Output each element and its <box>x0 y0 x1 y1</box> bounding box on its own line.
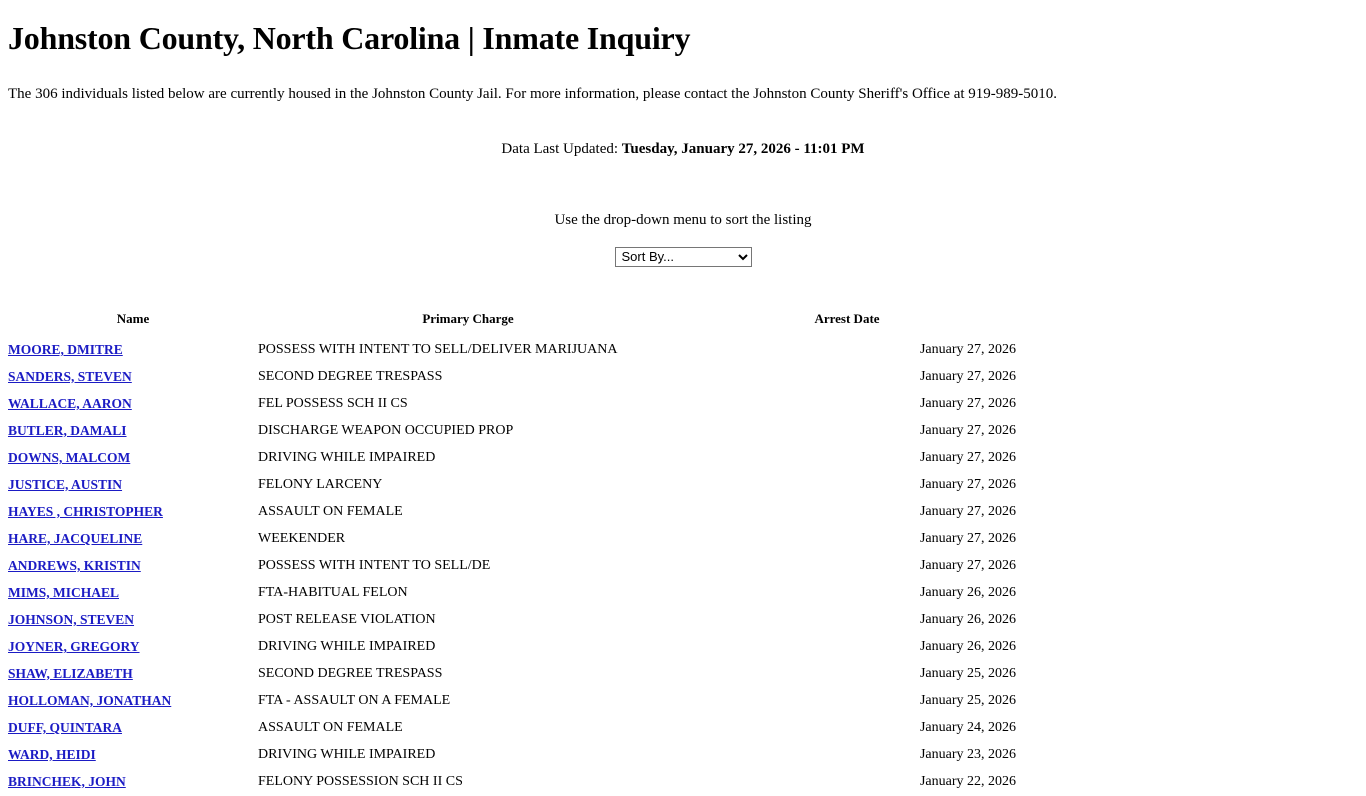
cell-arrest-date: January 27, 2026 <box>919 504 1016 520</box>
cell-arrest-date: January 27, 2026 <box>919 396 1016 412</box>
cell-arrest-date: January 26, 2026 <box>919 585 1016 601</box>
cell-inmate-name <box>8 526 258 553</box>
table-row <box>8 553 1016 580</box>
cell-arrest-date: January 27, 2026 <box>919 531 1016 547</box>
table-row <box>8 742 1016 769</box>
cell-arrest-date: January 27, 2026 <box>919 423 1016 439</box>
cell-inmate-name <box>8 688 258 715</box>
table-row <box>8 580 1016 607</box>
inmate-detail-link[interactable]: ANDREWS, KRISTIN <box>8 557 141 573</box>
cell-primary-charge: FELONY LARCENY <box>258 477 383 493</box>
table-row <box>8 688 1016 715</box>
table-row <box>8 445 1016 472</box>
table-row <box>8 634 1016 661</box>
cell-inmate-name <box>8 715 258 742</box>
cell-inmate-name <box>8 769 258 796</box>
table-row <box>8 661 1016 688</box>
table-row <box>8 418 1016 445</box>
inmate-detail-link[interactable]: BUTLER, DAMALI <box>8 422 127 438</box>
cell-primary-charge: ASSAULT ON FEMALE <box>258 720 403 736</box>
cell-inmate-name <box>8 607 258 634</box>
inmate-detail-link[interactable]: DOWNS, MALCOM <box>8 449 131 465</box>
cell-primary-charge: WEEKENDER <box>258 531 346 547</box>
cell-primary-charge: DRIVING WHILE IMPAIRED <box>258 747 436 763</box>
inmate-table-header <box>8 311 1016 337</box>
sort-instructions: Use the drop-down menu to sort the listing <box>554 211 812 228</box>
cell-arrest-date: January 27, 2026 <box>919 369 1016 385</box>
inmate-detail-link[interactable]: WALLACE, AARON <box>8 395 132 411</box>
cell-inmate-name <box>8 661 258 688</box>
cell-arrest-date: January 27, 2026 <box>919 558 1016 574</box>
cell-primary-charge: FTA-HABITUAL FELON <box>258 585 408 601</box>
cell-arrest-date: January 23, 2026 <box>919 747 1016 763</box>
cell-arrest-date: January 22, 2026 <box>919 774 1016 790</box>
inmate-table <box>8 311 1016 796</box>
inmate-detail-link[interactable]: MIMS, MICHAEL <box>8 584 119 600</box>
inmate-detail-link[interactable]: SHAW, ELIZABETH <box>8 665 133 681</box>
inmate-detail-link[interactable]: WARD, HEIDI <box>8 746 96 762</box>
cell-primary-charge: SECOND DEGREE TRESPASS <box>258 666 443 682</box>
cell-primary-charge: DRIVING WHILE IMPAIRED <box>258 450 436 466</box>
cell-arrest-date: January 27, 2026 <box>919 477 1016 493</box>
cell-inmate-name <box>8 634 258 661</box>
column-header-name: Name <box>116 310 150 326</box>
cell-primary-charge: POSSESS WITH INTENT TO SELL/DE <box>258 558 491 574</box>
table-row <box>8 715 1016 742</box>
inmate-detail-link[interactable]: HAYES , CHRISTOPHER <box>8 503 163 519</box>
cell-primary-charge: SECOND DEGREE TRESPASS <box>258 369 443 385</box>
cell-inmate-name <box>8 364 258 391</box>
last-updated-line <box>8 141 1358 158</box>
inmate-detail-link[interactable]: SANDERS, STEVEN <box>8 368 132 384</box>
cell-inmate-name <box>8 391 258 418</box>
table-row <box>8 526 1016 553</box>
table-row <box>8 499 1016 526</box>
cell-inmate-name <box>8 553 258 580</box>
cell-primary-charge: POSSESS WITH INTENT TO SELL/DELIVER MARIJUANA <box>258 342 618 358</box>
page-title: Johnston County, North Carolina | Inmate Inquiry <box>8 20 691 56</box>
cell-primary-charge: DRIVING WHILE IMPAIRED <box>258 639 436 655</box>
column-header-arrest-date: Arrest Date <box>814 310 880 326</box>
inmate-detail-link[interactable]: DUFF, QUINTARA <box>8 719 123 735</box>
last-updated-value: Tuesday, January 27, 2026 - 11:01 PM <box>621 140 865 157</box>
table-row <box>8 472 1016 499</box>
cell-inmate-name <box>8 472 258 499</box>
cell-primary-charge: POST RELEASE VIOLATION <box>258 612 436 628</box>
table-row <box>8 607 1016 634</box>
table-row <box>8 364 1016 391</box>
inmate-table-body <box>8 337 1016 796</box>
cell-arrest-date: January 25, 2026 <box>919 666 1016 682</box>
inmate-detail-link[interactable]: JOYNER, GREGORY <box>8 638 140 654</box>
intro-paragraph: The 306 individuals listed below are currently housed in the Johnston County Jail. For more information, please contact the Johnston County Sheriff's Office at 919-989-5010. <box>8 85 1058 102</box>
inmate-detail-link[interactable]: HOLLOMAN, JONATHAN <box>8 692 172 708</box>
table-row <box>8 337 1016 364</box>
cell-arrest-date: January 26, 2026 <box>919 612 1016 628</box>
cell-arrest-date: January 24, 2026 <box>919 720 1016 736</box>
last-updated-label: Data Last Updated: <box>501 140 619 157</box>
cell-primary-charge: FELONY POSSESSION SCH II CS <box>258 774 463 790</box>
cell-primary-charge: FTA - ASSAULT ON A FEMALE <box>258 693 451 709</box>
cell-arrest-date: January 27, 2026 <box>919 450 1016 466</box>
inmate-detail-link[interactable]: HARE, JACQUELINE <box>8 530 143 546</box>
table-row <box>8 769 1016 796</box>
column-header-primary-charge: Primary Charge <box>422 310 514 326</box>
cell-primary-charge: FEL POSSESS SCH II CS <box>258 396 408 412</box>
inmate-detail-link[interactable]: JUSTICE, AUSTIN <box>8 476 123 492</box>
table-header-row <box>8 311 1016 337</box>
cell-inmate-name <box>8 445 258 472</box>
sort-section <box>8 212 1358 267</box>
cell-inmate-name <box>8 337 258 364</box>
inmate-detail-link[interactable]: JOHNSON, STEVEN <box>8 611 135 627</box>
cell-arrest-date: January 25, 2026 <box>919 693 1016 709</box>
cell-inmate-name <box>8 742 258 769</box>
cell-primary-charge: DISCHARGE WEAPON OCCUPIED PROP <box>258 423 514 439</box>
cell-primary-charge: ASSAULT ON FEMALE <box>258 504 403 520</box>
table-row <box>8 391 1016 418</box>
cell-inmate-name <box>8 499 258 526</box>
cell-arrest-date: January 27, 2026 <box>919 342 1016 358</box>
cell-inmate-name <box>8 418 258 445</box>
sort-by-select[interactable] <box>615 247 752 267</box>
cell-arrest-date: January 26, 2026 <box>919 639 1016 655</box>
inmate-detail-link[interactable]: BRINCHEK, JOHN <box>8 773 126 789</box>
inmate-detail-link[interactable]: MOORE, DMITRE <box>8 341 123 357</box>
cell-inmate-name <box>8 580 258 607</box>
